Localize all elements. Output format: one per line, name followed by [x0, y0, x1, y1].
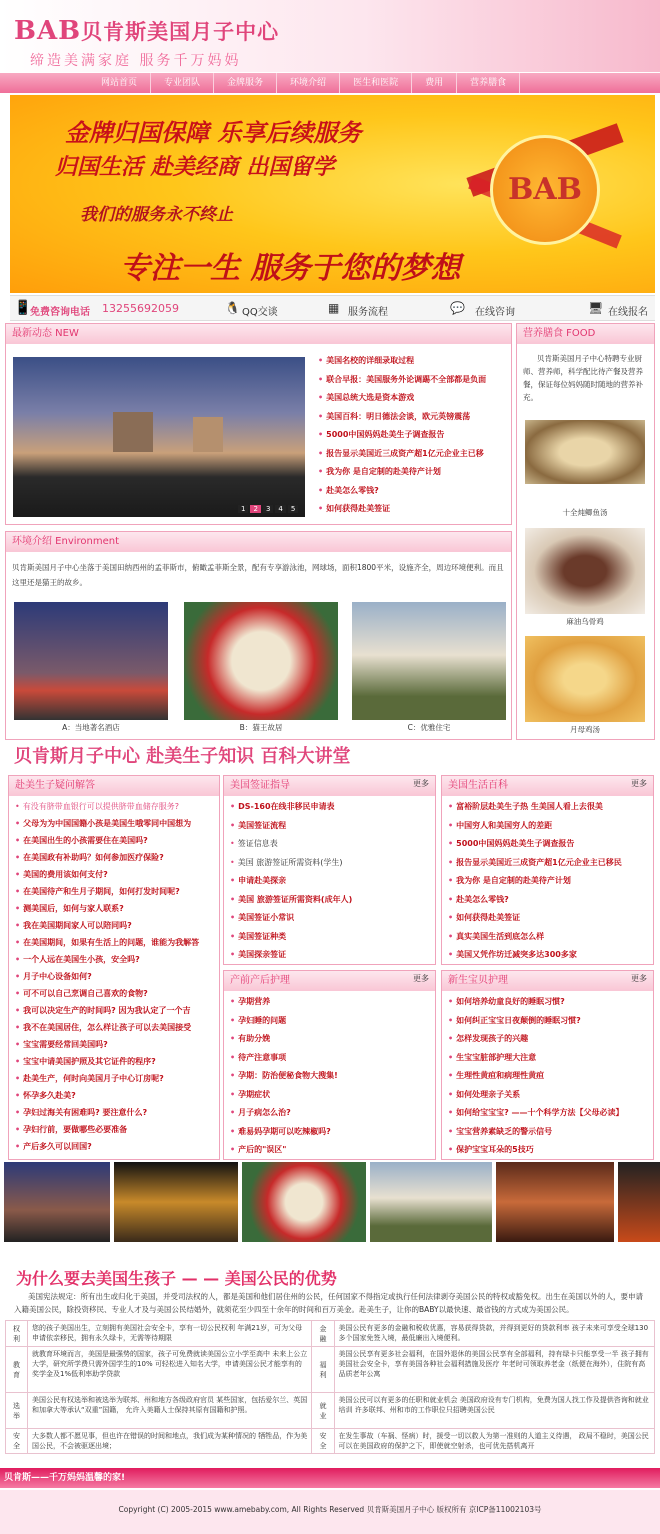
banner-line-2: 归国生活 赴美经商 出国留学	[55, 155, 335, 180]
phone-number: 13255692059	[102, 302, 179, 315]
list-item[interactable]: • 生理性黄疸和病理性黄疸	[448, 1067, 650, 1086]
slider-page-4[interactable]: 4	[275, 505, 285, 513]
list-item[interactable]: • 如何纠正宝宝日夜颠倒的睡眠习惯?	[448, 1012, 650, 1031]
list-item[interactable]: • 父母为为中国国籍小孩是美国生哦零同中国想为	[15, 815, 215, 832]
life-more-link[interactable]: 更多	[631, 779, 647, 788]
food-panel	[516, 323, 655, 740]
care-title: 产前产后护理	[224, 971, 435, 991]
gallery-photo[interactable]	[618, 1162, 660, 1242]
food-title: 营养膳食 FOOD	[517, 324, 654, 344]
list-item[interactable]: • 生宝宝脏部护理大注意	[448, 1049, 650, 1068]
elvis-home-photo[interactable]	[184, 602, 338, 720]
list-item[interactable]: • 美国签证流程	[230, 817, 432, 836]
list-item[interactable]: • 签证信息表	[230, 835, 432, 854]
list-item[interactable]: • 美国签证种类	[230, 928, 432, 947]
nav-environment[interactable]: 环境介绍	[277, 73, 340, 93]
service-flow-link[interactable]: 服务流程	[348, 307, 388, 318]
list-item[interactable]: • 真实美国生活到底怎么样	[448, 928, 650, 947]
list-item[interactable]: • 保护宝宝耳朵的5技巧	[448, 1141, 650, 1160]
care-list	[230, 993, 432, 1160]
list-item[interactable]: • 赴美怎么零钱?	[318, 482, 508, 501]
list-item[interactable]: • 宝宝需要经常回美国吗?	[15, 1036, 215, 1053]
environment-title: 环境介绍 Environment	[6, 532, 511, 552]
qa-list	[15, 798, 215, 1155]
slider-page-2[interactable]: 2	[250, 505, 260, 513]
monitor-icon: 🖥	[588, 301, 604, 315]
list-item[interactable]: • 赴美怎么零钱?	[448, 891, 650, 910]
slider-page-3[interactable]: 3	[263, 505, 273, 513]
row-label: 教育	[6, 1347, 28, 1393]
list-item[interactable]: • 富裕阶层赴美生子热 生美国人看上去很美	[448, 798, 650, 817]
news-slideshow-photo[interactable]	[13, 357, 305, 517]
list-item[interactable]: • 我可以决定生产的时间吗? 因为我认定了一个吉	[15, 1002, 215, 1019]
list-item[interactable]: • 孕期营养	[230, 993, 432, 1012]
baby-list	[448, 993, 650, 1160]
list-item[interactable]: • 申请赴美探亲	[230, 872, 432, 891]
contact-bar	[10, 295, 655, 321]
visa-panel	[223, 775, 436, 965]
list-item[interactable]: • DS-160在线非移民申请表	[230, 798, 432, 817]
building-shape	[193, 417, 223, 452]
baby-title: 新生宝贝护理	[442, 971, 653, 991]
visa-more-link[interactable]: 更多	[413, 779, 429, 788]
news-title: 最新动态 NEW	[6, 324, 511, 344]
list-item[interactable]: • 报告显示美国近三成资产超1亿元企业主已移民	[448, 854, 650, 873]
list-item[interactable]: • 在美国出生的小孩需要住在美国吗?	[15, 832, 215, 849]
environment-panel	[5, 531, 512, 740]
list-item[interactable]: • 可不可以自己烹调自己喜欢的食物?	[15, 985, 215, 1002]
baby-panel	[441, 970, 654, 1160]
list-item[interactable]: • 报告显示美国近三成资产超1亿元企业主已移	[318, 445, 508, 464]
list-item[interactable]: • 美国探亲签证	[230, 946, 432, 965]
row-label: 就业	[312, 1393, 334, 1429]
row-label: 权利	[6, 1321, 28, 1347]
list-item[interactable]: • 美国签证小常识	[230, 909, 432, 928]
logo-cn: 贝肯斯美国月子中心	[81, 19, 280, 44]
list-item[interactable]: • 孕期：防治便秘食物大搜集!	[230, 1067, 432, 1086]
nav-food[interactable]: 营养膳食	[457, 73, 520, 93]
life-title: 美国生活百科	[442, 776, 653, 796]
list-item[interactable]: • 测美国后，如何与家人联系?	[15, 900, 215, 917]
main-nav	[0, 72, 660, 94]
environment-caption-c: C：优雅住宅	[407, 723, 451, 732]
food-photo-1[interactable]	[525, 420, 645, 484]
nav-doctor[interactable]: 医生和医院	[340, 73, 412, 93]
why-heading: 为什么要去美国生孩子 — — 美国公民的优势	[16, 1269, 337, 1288]
gallery-photo[interactable]	[496, 1162, 614, 1242]
gallery-photo[interactable]	[242, 1162, 366, 1242]
site-logo[interactable]	[14, 16, 279, 46]
list-item[interactable]: • 美国 旅游签证所需资料(成年人)	[230, 891, 432, 910]
table-row	[6, 1393, 655, 1429]
advantages-table	[5, 1320, 655, 1454]
banner-line-1: 金牌归国保障 乐享后续服务	[65, 119, 362, 147]
list-item[interactable]: • 在美国待产和生月子期间，如何打发时间呢?	[15, 883, 215, 900]
banner-line-4: 专注一生 服务于您的梦想	[120, 251, 461, 286]
news-panel	[5, 323, 512, 525]
row-text: 就教育环境而言，美国是最强势的国家，孩子可免费就读美国公立小学至高中 未来上公立大学，研究所学费只需外国学生的10% 可轻松进入知名大学，申请美国公民才能享有的奖学金及1%低利率助学贷款	[28, 1347, 312, 1393]
row-text: 在发生事故（车祸、怪病）时，援受一切以救人为第一准则的人道主义待遇， 政局不稳时，美国公民可以在美国政府的保护之下，即使就空射杀，也可优先搭机离开	[334, 1429, 655, 1454]
banner-line-3: 我们的服务永不终止	[80, 205, 233, 225]
environment-intro: 贝肯斯美国月子中心坐落于美国田纳西州的孟菲斯市，俯瞰孟菲斯全景，配有专享游泳池，网球场，面积1800平米，设施齐全，周边环境便利。而且这里还是猫王的故乡。	[12, 563, 504, 587]
row-text: 美国公民可以有更多的任职和就业机会 美国政府设有专门机构，免费为国人找工作及提供咨询和就业培训 许多联邦、州和市的工作职位只招聘美国公民	[334, 1393, 655, 1429]
slider-page-1[interactable]: 1	[238, 505, 248, 513]
list-item[interactable]: • 在美国期间，如果有生活上的问题，谁能为我解答	[15, 934, 215, 951]
list-item[interactable]: • 难易妈孕期可以吃辣椒吗?	[230, 1123, 432, 1142]
list-item[interactable]: • 产后多久可以回国?	[15, 1138, 215, 1155]
list-item[interactable]: • 月子中心设备如何?	[15, 968, 215, 985]
nav-fees[interactable]: 费用	[412, 73, 457, 93]
list-item[interactable]: • 如何获得赴美签证	[448, 909, 650, 928]
environment-caption-a: A：当地著名酒店	[62, 723, 120, 732]
nav-service[interactable]: 金牌服务	[214, 73, 277, 93]
gallery-photo[interactable]	[370, 1162, 492, 1242]
row-label: 福利	[312, 1347, 334, 1393]
food-intro: 贝肯斯美国月子中心特聘专业厨师、营养师，科学配比待产餐及营养餐，保证每位妈妈随时随地的营养补充。	[523, 354, 643, 402]
food-photo-3[interactable]	[525, 636, 645, 722]
life-list	[448, 798, 650, 965]
row-label: 安全	[6, 1429, 28, 1454]
qa-panel	[8, 775, 220, 1160]
gallery-photo[interactable]	[4, 1162, 110, 1242]
life-panel	[441, 775, 654, 965]
list-item[interactable]: • 我为你 是自定制的赴美待产计划	[318, 463, 508, 482]
qq-icon: 🐧	[225, 301, 240, 315]
list-item[interactable]: • 宝宝营养素缺乏的警示信号	[448, 1123, 650, 1142]
row-label: 金融	[312, 1321, 334, 1347]
list-item[interactable]: • 5000中国妈妈赴美生子调查报告	[448, 835, 650, 854]
knowledge-heading: 贝肯斯月子中心 赴美生子知识 百科大讲堂	[14, 746, 351, 767]
visa-title: 美国签证指导	[224, 776, 435, 796]
baby-more-link[interactable]: 更多	[631, 974, 647, 983]
environment-caption-b: B：猫王故居	[239, 723, 283, 732]
online-consult-link[interactable]: 在线咨询	[475, 307, 515, 318]
list-item[interactable]: • 孕妇过海关有困难吗? 要注意什么?	[15, 1104, 215, 1121]
table-row	[6, 1429, 655, 1454]
food-caption-1: 十全炖鲫鱼汤	[562, 508, 608, 517]
flow-icon: ▦	[328, 301, 340, 315]
row-label: 选举	[6, 1393, 28, 1429]
row-text: 美国公民有权选举和被选举为联邦、州和地方各级政府官员 某些国家，包括爱尔兰、英国和加拿大等承认“双重”国籍， 允许入美籍人士保持其原有国籍和护照。	[28, 1393, 312, 1429]
list-item[interactable]: • 孕妇睡的问题	[230, 1012, 432, 1031]
list-item[interactable]: • 怀孕多久赴美?	[15, 1087, 215, 1104]
list-item[interactable]: • 我在美国期间家人可以陪同吗?	[15, 917, 215, 934]
care-more-link[interactable]: 更多	[413, 974, 429, 983]
food-caption-2: 麻油乌骨鸡	[566, 617, 604, 626]
nav-home[interactable]: 网站首页	[88, 73, 151, 93]
logo-en: BAB	[14, 16, 82, 46]
list-item[interactable]: • 有助分娩	[230, 1030, 432, 1049]
list-item[interactable]: • 怎样发现孩子的兴趣	[448, 1030, 650, 1049]
phone-icon: 📱	[14, 300, 32, 316]
row-text: 美国公民有更多的金融和税收优惠，容易获得贷款，并得到更好的贷款利率 孩子未来可享受全球130多个国家免签入境，最低廉出入境便利。	[334, 1321, 655, 1347]
list-item[interactable]: • 有没有脐带血银行可以提供脐带血储存服务?	[15, 798, 215, 815]
nav-team[interactable]: 专业团队	[151, 73, 214, 93]
qq-chat-link[interactable]: QQ交谈	[242, 307, 278, 318]
list-item[interactable]: • 产后的"误区"	[230, 1141, 432, 1160]
list-item[interactable]: • 如何处理亲子关系	[448, 1086, 650, 1105]
news-list	[318, 352, 508, 519]
mansion-photo[interactable]	[352, 602, 506, 720]
qa-title: 赴美生子疑问解答	[9, 776, 219, 796]
list-item[interactable]: • 美国百科：明日德法会谈，欧元英镑震荡	[318, 408, 508, 427]
list-item[interactable]: • 待产注意事项	[230, 1049, 432, 1068]
why-intro: 美国宪法规定：所有出生或归化于美国，并受司法权的人，都是美国和他们居住州的公民，任何国家不得指定或执行任何法律剥夺美国公民的特权或豁免权。出生在美国以外的人，要申请入籍美国公民，除投资移民、专业人才及与美国公民结婚外，就须花至少四至十余年的时间和百万美金。赴美生子，让你的BABY以最快速、最省钱的方式成为美国公民。	[14, 1292, 643, 1314]
list-item[interactable]: • 我不在美国居住，怎么样让孩子可以去美国接受	[15, 1019, 215, 1036]
list-item[interactable]: • 美国 旅游签证所需资料(学生)	[230, 854, 432, 873]
bab-badge: BAB	[490, 135, 600, 245]
photo-strip	[0, 1162, 660, 1244]
list-item[interactable]: • 赴美生产，何时向美国月子中心订房呢?	[15, 1070, 215, 1087]
list-item[interactable]: • 5000中国妈妈赴美生子调查报告	[318, 426, 508, 445]
subfooter-banner: 贝肯斯——千万妈妈温馨的家!	[0, 1468, 660, 1488]
list-item[interactable]: • 在美国政有补助吗？如何参加医疗保险?	[15, 849, 215, 866]
list-item[interactable]: • 美国的费用该如何支付?	[15, 866, 215, 883]
online-signup-link[interactable]: 在线报名	[608, 307, 648, 318]
list-item[interactable]: • 如何培养幼童良好的睡眠习惯?	[448, 993, 650, 1012]
row-label: 安全	[312, 1429, 334, 1454]
food-caption-3: 月母鸡汤	[570, 725, 600, 734]
food-photo-2[interactable]	[525, 528, 645, 614]
list-item[interactable]: • 孕妇行前，要做哪些必要准备	[15, 1121, 215, 1138]
list-item[interactable]: • 中国穷人和美国穷人的差距	[448, 817, 650, 836]
copyright-footer: Copyright (C) 2005-2015 www.amebaby.com, All Rights Reserved 贝肯斯美国月子中心 版权所有 京ICP备11002103号	[0, 1490, 660, 1534]
row-text: 美国公民享有更多社会福利，在国外退休的美国公民享有全部福利，持有绿卡只能享受一半 孩子拥有美国社会安全卡，享有美国各种社会福利措施及医疗 年老时可领取养老金（纸便在海外），住院有高品质老年公寓	[334, 1347, 655, 1393]
slider-pager	[238, 505, 298, 513]
list-item[interactable]: • 美国总统大选是资本游戏	[318, 389, 508, 408]
list-item[interactable]: • 联合早报：美国服务外论调踢不全部都是负面	[318, 371, 508, 390]
list-item[interactable]: • 月子病怎么治?	[230, 1104, 432, 1123]
table-row	[6, 1347, 655, 1393]
building-shape	[113, 412, 153, 452]
visa-list	[230, 798, 432, 965]
hero-banner[interactable]	[10, 95, 655, 293]
list-item[interactable]: • 如何给宝宝宝? ——十个科学方法【父母必读】	[448, 1104, 650, 1123]
row-text: 您的孩子美国出生，立刻拥有美国社会安全卡，享有一切公民权利 年满21岁，可为父母申请依亲移民，拥有永久绿卡，无需等待期限	[28, 1321, 312, 1347]
care-panel	[223, 970, 436, 1160]
gallery-photo[interactable]	[114, 1162, 238, 1242]
list-item[interactable]: • 我为你 是自定制的赴美待产计划	[448, 872, 650, 891]
chat-bubble-icon: 💬	[450, 301, 465, 315]
table-row	[6, 1321, 655, 1347]
list-item[interactable]: • 美国名校的详细录取过程	[318, 352, 508, 371]
slogan: 缔造美满家庭 服务千万妈妈	[30, 53, 242, 69]
row-text: 大多数人都不愿见事，但也许在错误的时间和地点，我们成为某种情况的 牺牲品，作为美国公民，不会被驱逐出境；	[28, 1429, 312, 1454]
list-item[interactable]: • 孕期症状	[230, 1086, 432, 1105]
list-item[interactable]: • 美国又凭作坊迁减突多达300多家	[448, 946, 650, 965]
list-item[interactable]: • 宝宝中请美国护照及其它证件的程序?	[15, 1053, 215, 1070]
hotel-photo[interactable]	[14, 602, 168, 720]
list-item[interactable]: • 一个人远在美国生小孩，安全吗?	[15, 951, 215, 968]
slider-page-5[interactable]: 5	[288, 505, 298, 513]
list-item[interactable]: • 如何获得赴美签证	[318, 500, 508, 519]
phone-label: 免费咨询电话	[30, 307, 90, 318]
